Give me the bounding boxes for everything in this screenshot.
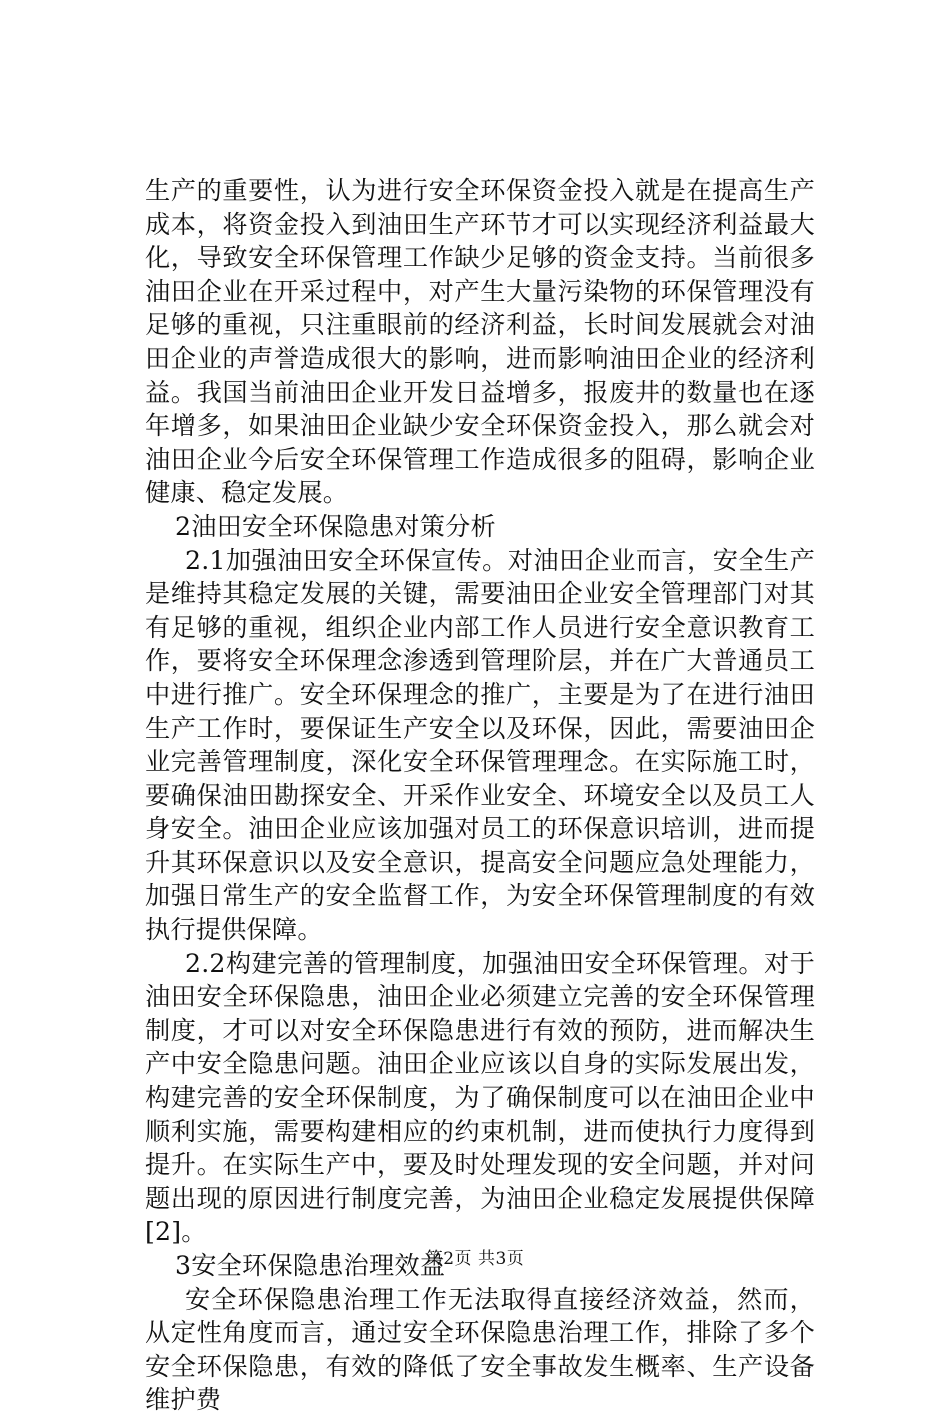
paragraph-continuation: 生产的重要性，认为进行安全环保资金投入就是在提高生产成本，将资金投入到油田生产环节才可以实现经济利益最大化，导致安全环保管理工作缺少足够的资金支持。当前很多油田企业在开采过程中，对产生大量污染物的环保管理没有足够的重视，只注重眼前的经济利益，长时间发展就会对油田企业的声誉造成很大的影响，进而影响油田企业的经济利益。我国当前油田企业开发日益增多，报废井的数量也在逐年增多，如果油田企业缺少安全环保资金投入，那么就会对油田企业今后安全环保管理工作造成很多的阻碍，影响企业健康、稳定发展。 <box>145 176 815 508</box>
paragraph-2-2: 2.2构建完善的管理制度，加强油田安全环保管理。对于油田安全环保隐患，油田企业必须建立完善的安全环保管理制度，才可以对安全环保隐患进行有效的预防，进而解决生产中安全隐患问题。油田企业应该以自身的实际发展出发，构建完善的安全环保制度，为了确保制度可以在油田企业中顺利实施，需要构建相应的约束机制，进而使执行力度得到提升。在实际生产中，要及时处理发现的安全问题，并对问题出现的原因进行制度完善，为油田企业稳定发展提供保障[2]。 <box>145 948 815 1247</box>
paragraph-2-1: 2.1加强油田安全环保宣传。对油田企业而言，安全生产是维持其稳定发展的关键，需要油田企业安全管理部门对其有足够的重视，组织企业内部工作人员进行安全意识教育工作，要将安全环保理念渗透到管理阶层，并在广大普通员工中进行推广。安全环保理念的推广，主要是为了在进行油田生产工作时，要保证生产安全以及环保，因此，需要油田企业完善管理制度，深化安全环保管理理念。在实际施工时，要确保油田勘探安全、开采作业安全、环境安全以及员工人身安全。油田企业应该加强对员工的环保意识培训，进而提升其环保意识以及安全意识，提高安全问题应急处理能力，加强日常生产的安全监督工作，为安全环保管理制度的有效执行提供保障。 <box>145 545 815 945</box>
page-footer: 第2页 共3页 <box>425 1249 525 1269</box>
paragraph-3-body: 安全环保隐患治理工作无法取得直接经济效益，然而，从定性角度而言，通过安全环保隐患治理工作，排除了多个安全环保隐患，有效的降低了安全事故发生概率、生产设备维护费 <box>145 1284 815 1415</box>
section-heading-2: 2油田安全环保隐患对策分析 <box>175 511 496 541</box>
section-heading-3: 3安全环保隐患治理效益 <box>175 1251 446 1280</box>
document-body <box>145 174 815 1417</box>
